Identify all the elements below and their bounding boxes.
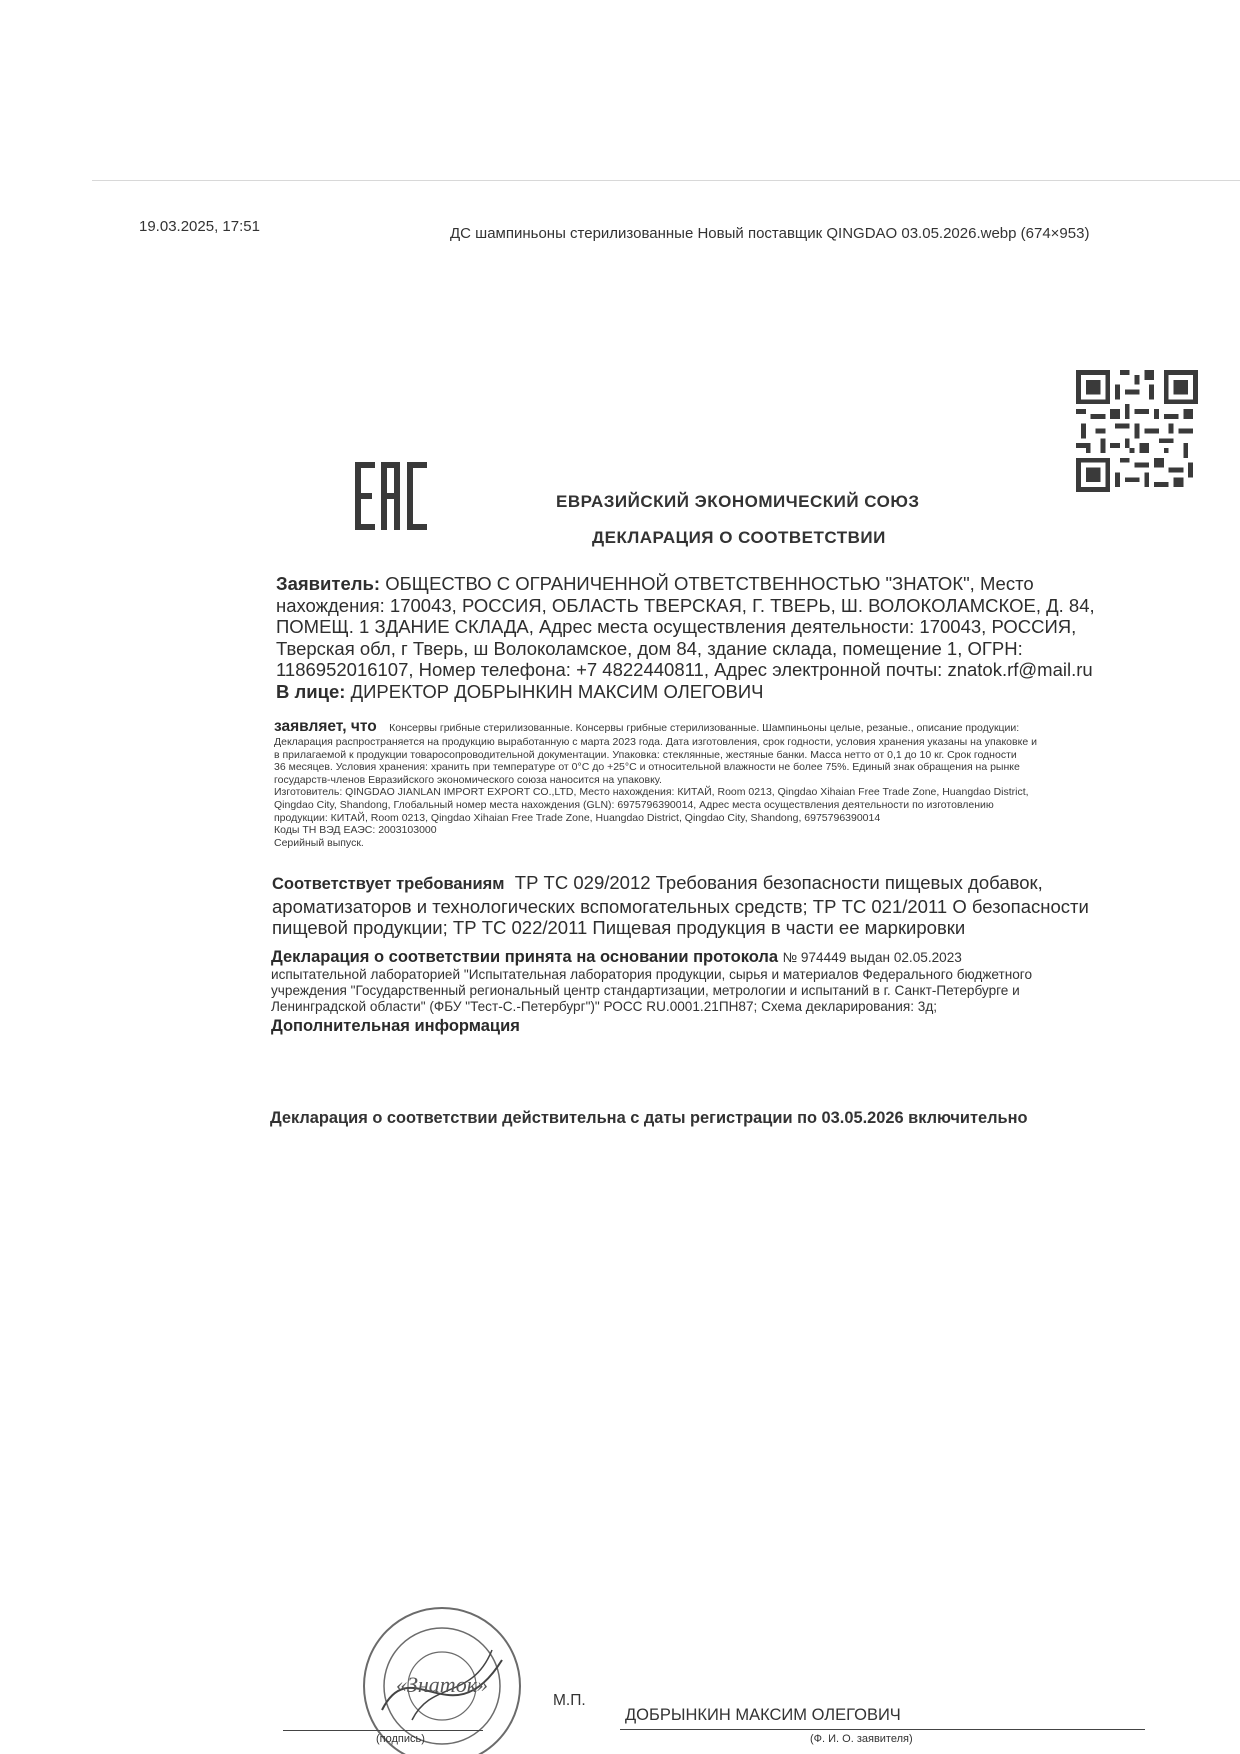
- applicant-line: 1186952016107, Номер телефона: +7 4822440811, Адрес электронной почты: znatok.rf@mail.ru: [276, 659, 1093, 680]
- basis-block: [271, 948, 1191, 1036]
- mp-label: М.П.: [553, 1692, 586, 1709]
- conformity-label: Соответствует требованиям: [272, 875, 505, 893]
- applicant-label: Заявитель:: [276, 573, 381, 594]
- signatory-name: ДОБРЫНКИН МАКСИМ ОЛЕГОВИЧ: [625, 1706, 901, 1724]
- validity-statement: Декларация о соответствии действительна с даты регистрации по 03.05.2026 включительно: [270, 1109, 1028, 1127]
- stamp-text: «Знаток»: [396, 1672, 488, 1697]
- basis-label: Декларация о соответствии принята на основании протокола: [271, 948, 779, 966]
- applicant-line: Тверская обл, г Тверь, ш Волоколамское, дом 84, здание склада, помещение 1, ОГРН:: [276, 637, 1023, 659]
- declaration-title: ДЕКЛАРАЦИЯ О СООТВЕТСТВИИ: [592, 528, 886, 547]
- declares-line: в прилагаемой к продукции товаросопроводительной документации. Упаковка: стеклянные, жестяные банки. Масса нетто от 0,1 до 10 кг. Срок годности: [274, 748, 1017, 761]
- basis-line: № 974449 выдан 02.05.2023: [782, 950, 962, 965]
- person-label: В лице:: [276, 680, 346, 702]
- name-line: [620, 1729, 1145, 1730]
- eac-logo: [355, 462, 427, 530]
- declares-block: [274, 718, 1204, 849]
- conformity-block: [272, 872, 1182, 939]
- applicant-line: ПОМЕЩ. 1 ЗДАНИЕ СКЛАДА, Адрес места осуществления деятельности: 170043, РОССИЯ,: [276, 616, 1077, 637]
- signature-caption: (подпись): [376, 1733, 425, 1745]
- signature-line: [283, 1730, 483, 1731]
- top-rule: [92, 180, 1240, 181]
- conformity-line: ароматизаторов и технологических вспомогательных средств; ТР ТС 021/2011 О безопасности: [272, 895, 1089, 917]
- applicant-line: нахождения: 170043, РОССИЯ, ОБЛАСТЬ ТВЕРСКАЯ, Г. ТВЕРЬ, Ш. ВОЛОКОЛАМСКОЕ, Д. 84,: [276, 594, 1095, 616]
- declares-line: 36 месяцев. Условия хранения: хранить при температуре от 0°С до +25°С и относительной влажности не более 75%. Единый знак обращения на рынке: [274, 761, 1020, 774]
- manufacturer-line: продукции: КИТАЙ, Room 0213, Qingdao Xihaian Free Trade Zone, Huangdao District, Qingdao City, Shandong, 6975796390014: [274, 811, 881, 824]
- union-title: ЕВРАЗИЙСКИЙ ЭКОНОМИЧЕСКИЙ СОЮЗ: [556, 492, 920, 511]
- basis-line: испытательной лабораторией "Испытательная лаборатория продукции, сырья и материалов Федерального бюджетного: [271, 967, 1033, 982]
- basis-line: Ленинградской области" (ФБУ "Тест-С.-Петербург")" РОСС RU.0001.21ПН87; Схема декларирования: 3д;: [271, 999, 938, 1015]
- manufacturer-line: Изготовитель: QINGDAO JIANLAN IMPORT EXPORT CO.,LTD, Место нахождения: КИТАЙ, Room 0213, Qingdao Xihaian Free Trade Zone, Huangdao District,: [274, 786, 1029, 799]
- applicant-block: [276, 573, 1176, 702]
- manufacturer-line: Qingdao City, Shandong, Глобальный номер места нахождения (GLN): 6975796390014, Адрес места осуществления деятельности по изготовлению: [274, 798, 994, 811]
- hs-codes: Коды ТН ВЭД ЕАЭС: 2003103000: [274, 824, 437, 837]
- print-file-title: ДС шампиньоны стерилизованные Новый поставщик QINGDAO 03.05.2026.webp (674×953): [450, 225, 1090, 242]
- name-caption: (Ф. И. О. заявителя): [810, 1733, 913, 1745]
- qr-code: [1076, 370, 1198, 492]
- person-name: ДИРЕКТОР ДОБРЫНКИН МАКСИМ ОЛЕГОВИЧ: [350, 680, 764, 702]
- basis-line: учреждения "Государственный региональный центр стандартизации, метрологии и испытаний в г. Санкт-Петербурге и: [271, 983, 1020, 999]
- conformity-line: пищевой продукции; ТР ТС 022/2011 Пищевая продукция в части ее маркировки: [272, 917, 966, 938]
- declares-line: Консервы грибные стерилизованные. Консервы грибные стерилизованные. Шампиньоны целые, резаные., описание продукции:: [389, 722, 1020, 734]
- declares-line: Декларация распространяется на продукцию выработанную с марта 2023 года. Дата изготовления, срок годности, условия хранения указаны на упаковке и: [274, 736, 1037, 748]
- conformity-line: ТР ТС 029/2012 Требования безопасности пищевых добавок,: [514, 872, 1043, 893]
- serial-release: Серийный выпуск.: [274, 836, 364, 849]
- additional-info-label: Дополнительная информация: [271, 1016, 520, 1035]
- applicant-line: ОБЩЕСТВО С ОГРАНИЧЕННОЙ ОТВЕТСТВЕННОСТЬЮ "ЗНАТОК", Место: [385, 573, 1034, 594]
- declares-label: заявляет, что: [274, 718, 377, 735]
- declares-line: государств-членов Евразийского экономического союза наносится на упаковку.: [274, 773, 662, 786]
- print-datetime: 19.03.2025, 17:51: [139, 218, 260, 235]
